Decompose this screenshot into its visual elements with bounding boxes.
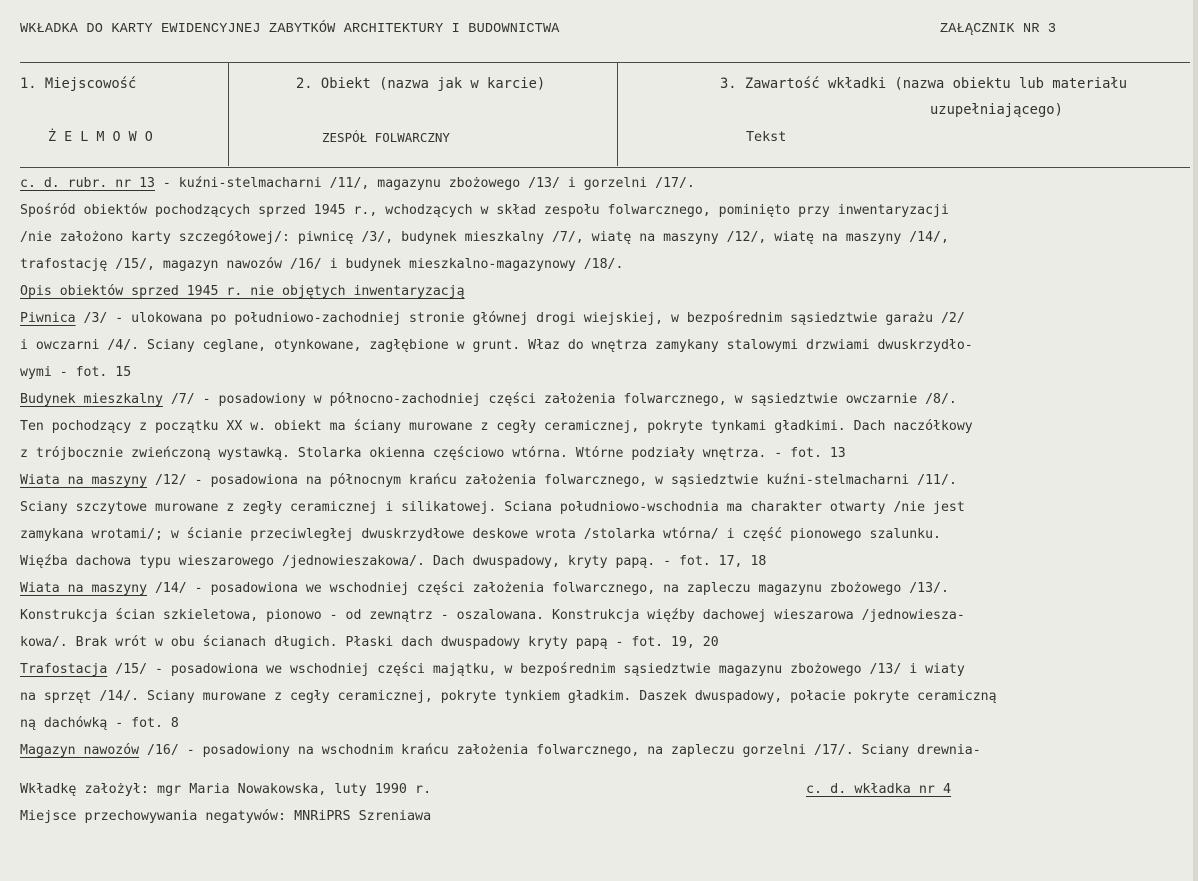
content-label: 3. Zawartość wkładki (nazwa obiektu lub materiału (720, 76, 1128, 92)
annex-number: ZAŁĄCZNIK NR 3 (940, 22, 1057, 37)
entry-heading: Piwnica (20, 311, 76, 326)
text-line: Wiata na maszyny /12/ - posadowiona na północnym krańcu założenia folwarcznego, w sąsiedztwie kuźni-stelmacharni /11/. (20, 473, 957, 488)
text-line: Konstrukcja ścian szkieletowa, pionowo - od zewnątrz - oszalowana. Konstrukcja więźby dachowej wieszarowa /jednowiesza- (20, 608, 965, 623)
text-line: na sprzęt /14/. Sciany murowane z cegły ceramicznej, pokryte tynkiem gładkim. Daszek dwuspadowy, połacie pokryte ceramiczną (20, 689, 997, 704)
text-line: Sciany szczytowe murowane z zegły ceramicznej i silikatowej. Sciana południowo-wschodnia ma charakter otwarty /nie jest (20, 500, 965, 515)
text-line: Trafostacja /15/ - posadowiona we wschodniej części majątku, w bezpośrednim sąsiedztwie magazynu zbożowego /13/ i wiaty (20, 662, 965, 677)
entry-heading: Wiata na maszyny (20, 473, 148, 488)
author-line: Wkładkę założył: mgr Maria Nowakowska, luty 1990 r. (20, 782, 432, 797)
entry-heading: Trafostacja (20, 662, 108, 677)
text-line: Ten pochodzący z początku XX w. obiekt ma ściany murowane z cegły ceramicznej, pokryte tynkami gładkimi. Dach naczółkowy (20, 419, 973, 434)
text-line: zamykana wrotami/; w ścianie przeciwległej dwuskrzydłowe deskowe wrota /stolarka wtórna/ i część pionowego szalunku. (20, 527, 941, 542)
text-line: trafostację /15/, magazyn nawozów /16/ i budynek mieszkalno-magazynowy /18/. (20, 257, 624, 272)
box-divider-1 (228, 62, 229, 166)
box-divider-2 (617, 62, 618, 166)
page-edge (1193, 0, 1198, 881)
document-title: WKŁADKA DO KARTY EWIDENCYJNEJ ZABYTKÓW ARCHITEKTURY I BUDOWNICTWA (20, 22, 560, 37)
text-line: Więźba dachowa typu wieszarowego /jednowieszakowa/. Dach dwuspadowy, kryty papą. - fot. 17, 18 (20, 554, 767, 569)
text-line: /nie założono karty szczegółowej/: piwnicę /3/, budynek mieszkalny /7/, wiatę na maszyny /12/, wiatę na maszyny /14/, (20, 230, 949, 245)
section-ref: c. d. rubr. nr 13 (20, 176, 155, 191)
content-label-cont: uzupełniającego) (930, 102, 1063, 118)
text-line: c. d. rubr. nr 13 - kuźni-stelmacharni /11/, magazynu zbożowego /13/ i gorzelni /17/. (20, 176, 695, 191)
locality-label: 1. Miejscowość (20, 76, 137, 92)
text-line: i owczarni /4/. Sciany ceglane, otynkowane, zagłębione w grunt. Właz do wnętrza zamykany stalowymi drzwiami dwuskrzydło- (20, 338, 973, 353)
text-line: kowa/. Brak wrót w obu ścianach długich. Płaski dach dwuspadowy kryty papą - fot. 19, 20 (20, 635, 719, 650)
text-line: z trójbocznie zwieńczoną wystawką. Stolarka okienna częściowo wtórna. Wtórne podziały wnętrza. - fot. 13 (20, 446, 846, 461)
object-value: ZESPÓŁ FOLWARCZNY (322, 130, 450, 145)
content-value: Tekst (746, 130, 787, 145)
text-line: Magazyn nawozów /16/ - posadowiony na wschodnim krańcu założenia folwarcznego, na zapleczu gorzelni /17/. Sciany drewnia- (20, 743, 981, 758)
continuation-note: c. d. wkładka nr 4 (806, 782, 952, 797)
text-line: ną dachówką - fot. 8 (20, 716, 179, 731)
negative-storage: Miejsce przechowywania negatywów: MNRiPRS Szreniawa (20, 809, 432, 824)
entry-heading: Wiata na maszyny (20, 581, 148, 596)
section-heading: Opis obiektów sprzed 1945 r. nie objętych inwentaryzacją (20, 284, 465, 299)
object-label: 2. Obiekt (nazwa jak w karcie) (296, 76, 546, 92)
text-line: wymi - fot. 15 (20, 365, 132, 380)
locality-value: Ż E L M O W O (48, 130, 153, 145)
text-line: Wiata na maszyny /14/ - posadowiona we wschodniej części założenia folwarcznego, na zapleczu magazynu zbożowego /13/. (20, 581, 949, 596)
text-line: Budynek mieszkalny /7/ - posadowiony w północno-zachodniej części założenia folwarcznego, w sąsiedztwie owczarnie /8/. (20, 392, 957, 407)
text-line: Spośród obiektów pochodzących sprzed 1945 r., wchodzących w skład zespołu folwarcznego, pominięto przy inwentaryzacji (20, 203, 949, 218)
entry-heading: Budynek mieszkalny (20, 392, 163, 407)
text-line: Piwnica /3/ - ulokowana po południowo-zachodniej stronie głównej drogi wiejskiej, w bezpośrednim sąsiedztwie garażu /2/ (20, 311, 965, 326)
entry-heading: Magazyn nawozów (20, 743, 140, 758)
